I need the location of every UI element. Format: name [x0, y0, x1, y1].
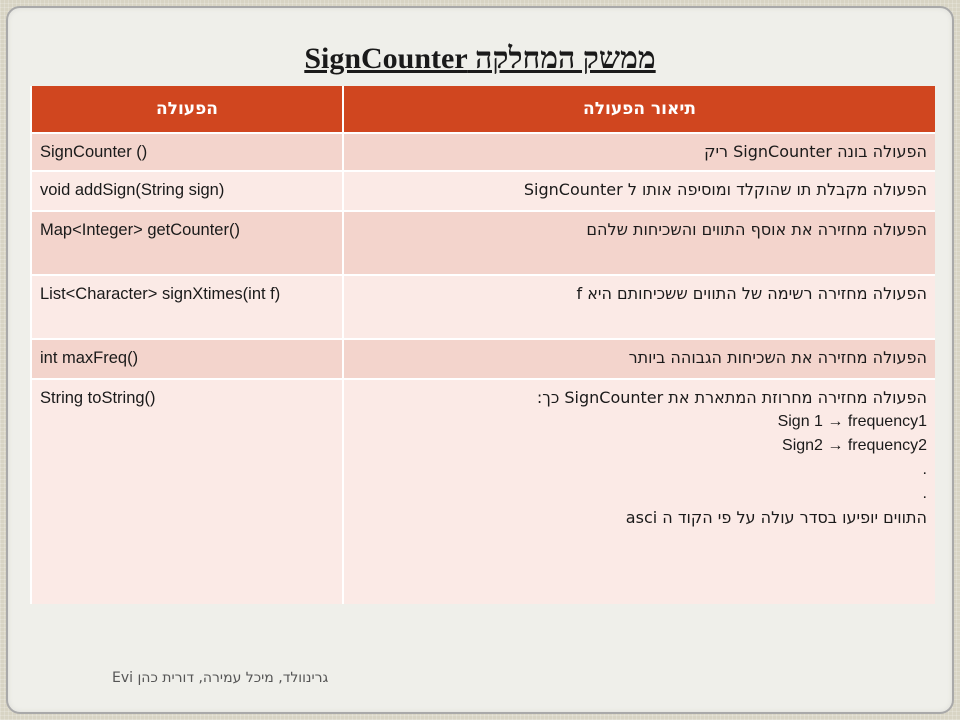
- table-row: [31, 275, 935, 339]
- table-row: [31, 133, 935, 171]
- format-line: Sign2 → frequency2: [782, 437, 927, 454]
- operation-cell: void addSign(String sign): [31, 171, 343, 211]
- format-line: .: [922, 485, 927, 502]
- interface-table-container: [30, 86, 934, 603]
- order-note: התווים יופיעו בסדר עולה על פי הקוד ה asci: [625, 508, 927, 527]
- operation-cell: String toString(): [31, 379, 343, 604]
- description-cell: [343, 379, 935, 604]
- table-header-row: [31, 86, 935, 133]
- table-row: [31, 339, 935, 379]
- header-description: תיאור הפעולה: [343, 86, 935, 133]
- operation-cell: Map<Integer> getCounter(): [31, 211, 343, 275]
- description-cell: הפעולה מחזירה רשימה של התווים ששכיחותם היא f: [343, 275, 935, 339]
- description-cell: הפעולה מחזירה את השכיחות הגבוהה ביותר: [343, 339, 935, 379]
- format-line: .: [922, 461, 927, 478]
- description-cell: הפעולה מקבלת תו שהוקלד ומוסיפה אותו ל SignCounter: [343, 171, 935, 211]
- operation-cell: List<Character> signXtimes(int f): [31, 275, 343, 339]
- description-text: הפעולה מחזירה מחרוזת המתארת את SignCounter כך:: [536, 388, 927, 407]
- table-row: [31, 171, 935, 211]
- operation-cell: int maxFreq(): [31, 339, 343, 379]
- header-operation: הפעולה: [31, 86, 343, 133]
- operation-cell: SignCounter (): [31, 133, 343, 171]
- table-row: [31, 379, 935, 604]
- interface-table: [30, 86, 935, 604]
- description-cell: הפעולה מחזירה את אוסף התווים והשכיחות שלהם: [343, 211, 935, 275]
- footer-credits: גרינוולד, מיכל עמירה, דורית כהן Evi: [112, 670, 329, 686]
- slide-title: ממשק המחלקה SignCounter: [304, 42, 656, 75]
- description-cell: הפעולה בונה SignCounter ריק: [343, 133, 935, 171]
- slide-frame: [6, 6, 954, 714]
- format-line: Sign 1 → frequency1: [777, 413, 927, 430]
- table-row: [31, 211, 935, 275]
